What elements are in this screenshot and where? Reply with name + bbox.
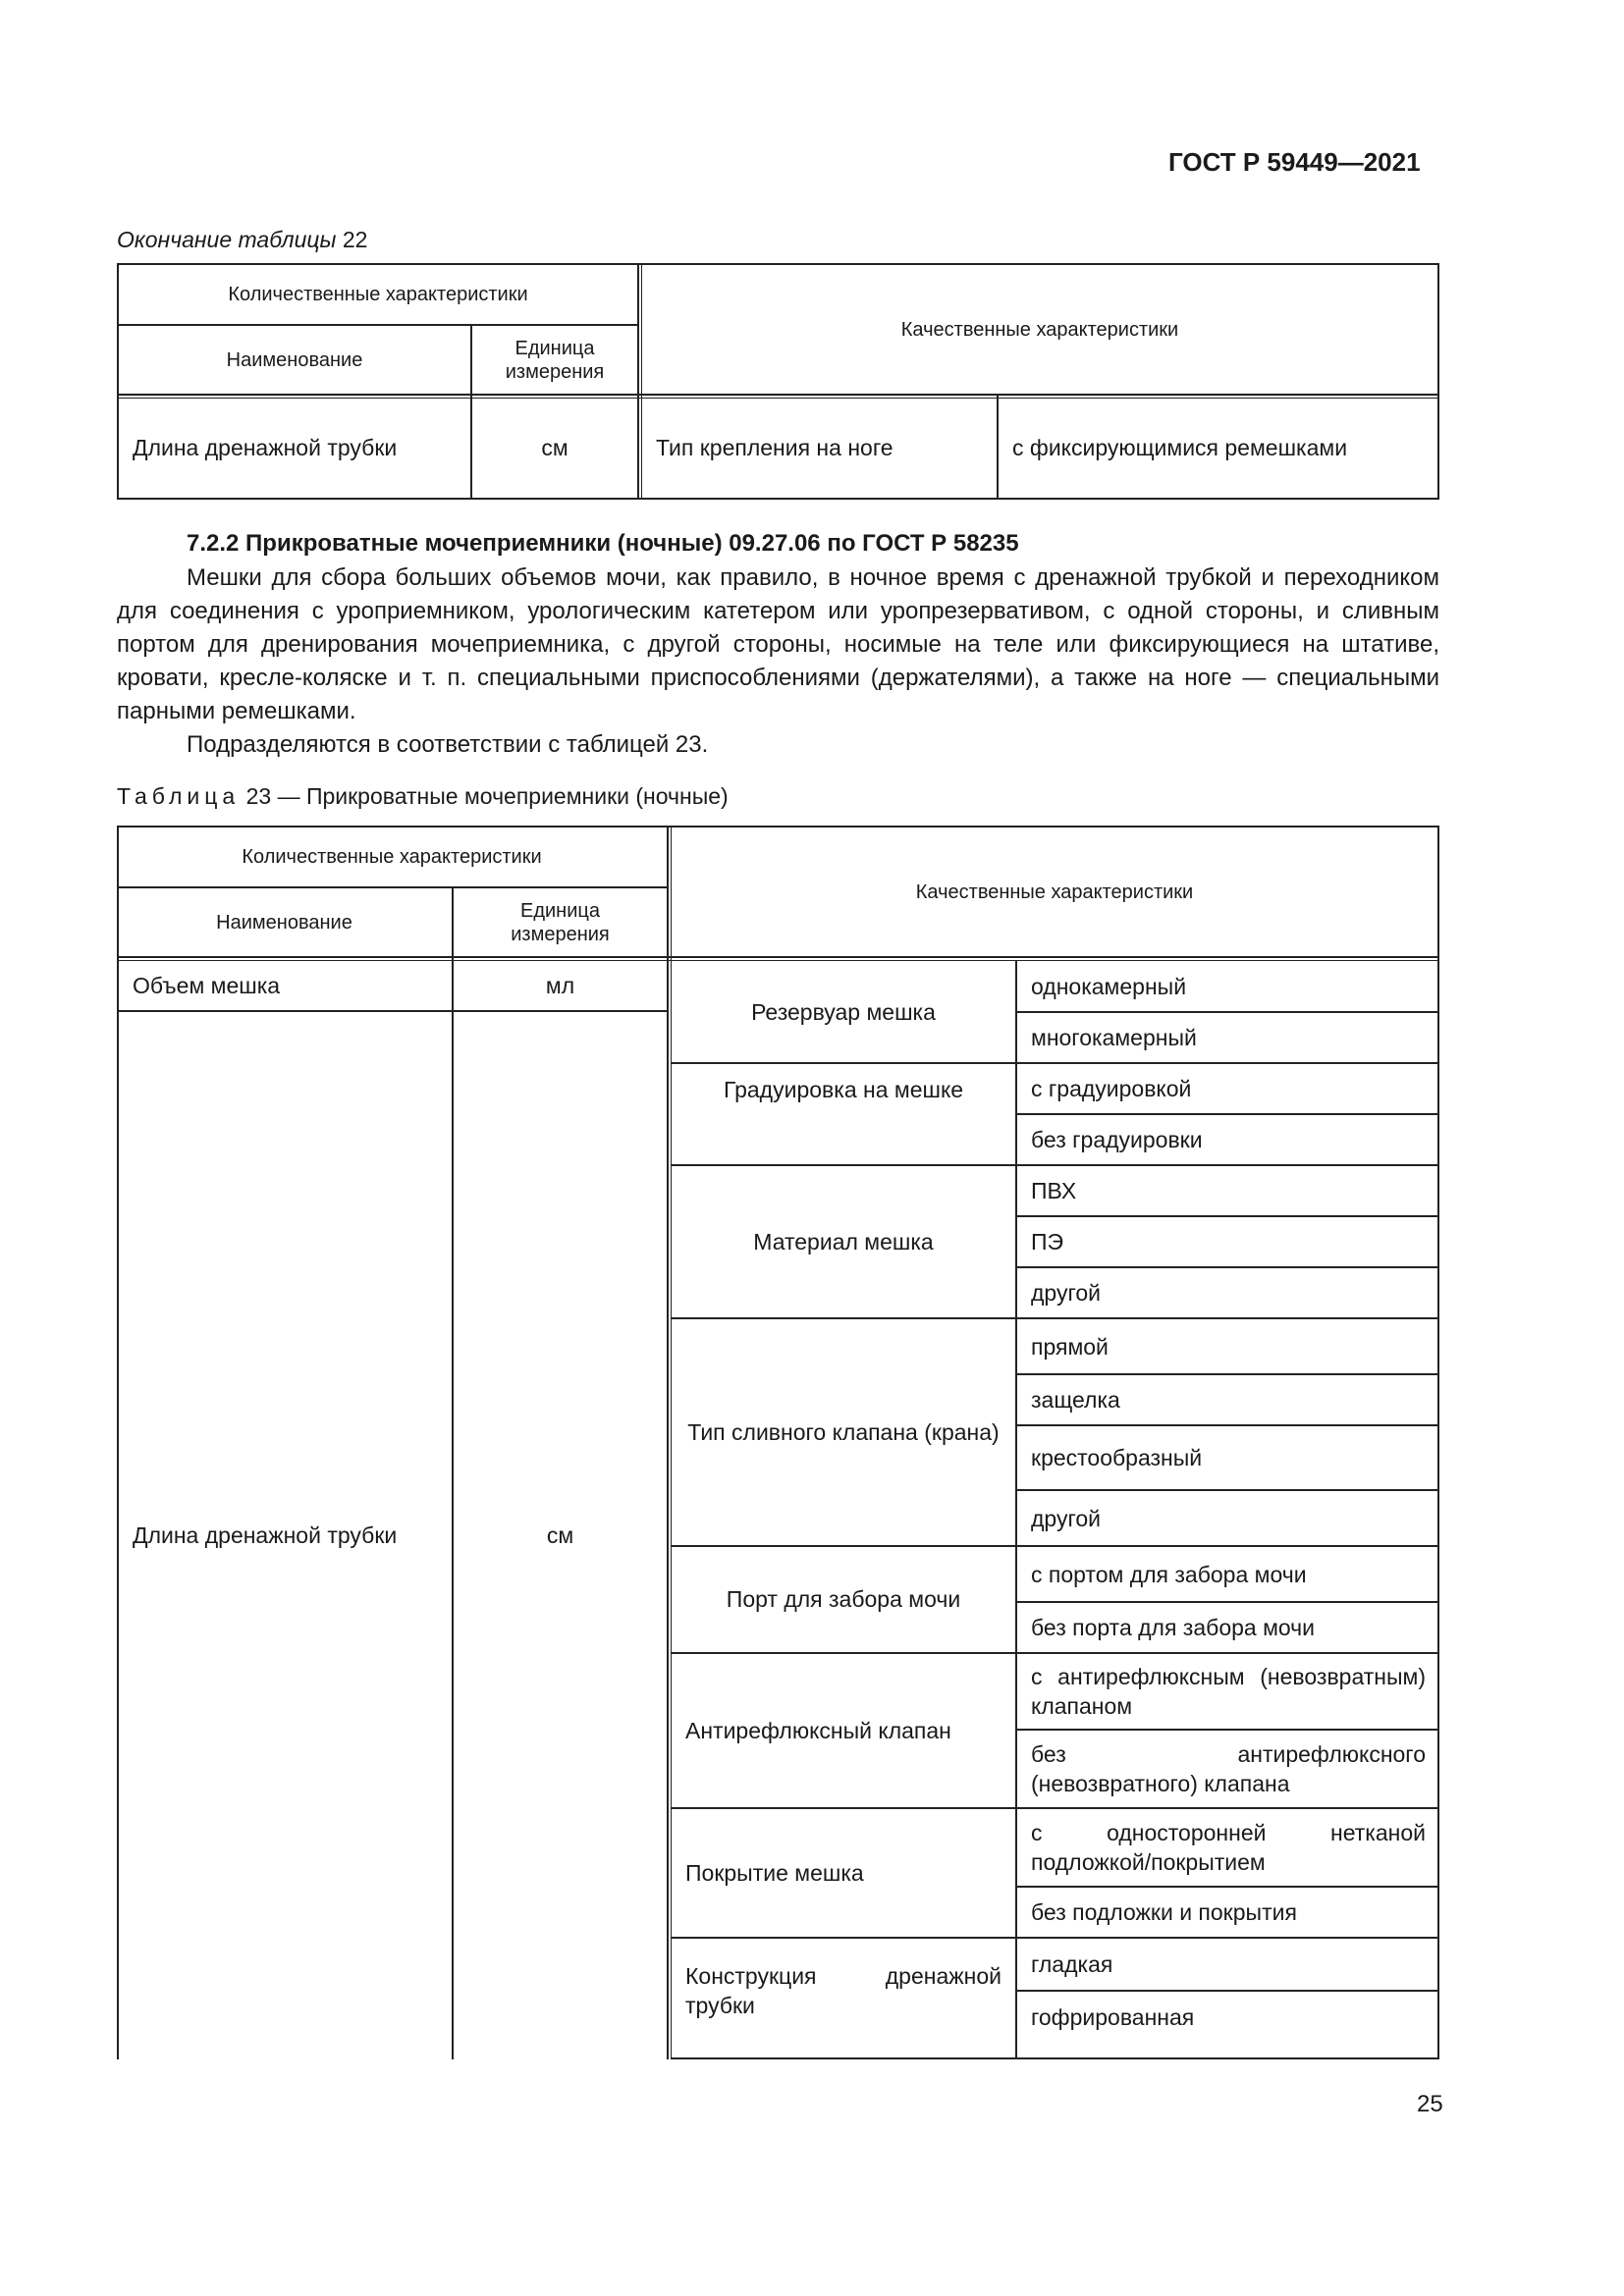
qual-value: однокамерный <box>1031 974 1187 999</box>
row-name: Длина дренажной трубки <box>133 435 398 460</box>
quant-row-1-unit: мл <box>545 972 575 998</box>
qual-value: ПЭ <box>1031 1229 1064 1255</box>
qual-group-name: Градуировка на мешке <box>723 1077 964 1102</box>
row-unit: см <box>541 435 568 460</box>
page-number: 25 <box>1417 2091 1443 2117</box>
qual-group-name: Тип сливного клапана (крана) <box>687 1418 1000 1445</box>
qual-value: гладкая <box>1031 1951 1113 1977</box>
quant-row-2-unit: см <box>546 1522 574 1548</box>
paragraph-2: Подразделяются в соответствии с таблицей 23. <box>187 731 709 758</box>
row-qual-value: с фиксирующимися ремешками <box>1012 435 1348 460</box>
table-23 <box>117 826 1439 2059</box>
qual-value: с антирефлюксным (невозвратным) клапаном <box>1031 1664 1426 1719</box>
qual-value: ПВХ <box>1031 1178 1077 1203</box>
table23-title: — Прикроватные мочеприемники (ночные) <box>277 783 729 809</box>
qual-value: многокамерный <box>1031 1025 1197 1050</box>
quant-row-1-name: Объем мешка <box>133 972 281 998</box>
qual-value: с односторонней нетканой подложкой/покрытием <box>1031 1820 1426 1875</box>
row-qual-name: Тип крепления на ноге <box>656 435 893 460</box>
qual-value: защелка <box>1031 1387 1120 1413</box>
qual-value: с градуировкой <box>1031 1076 1192 1101</box>
qual-header: Качественные характеристики <box>900 318 1179 341</box>
t23-name-header: Наименование <box>216 911 352 934</box>
quant-header: Количественные характеристики <box>228 284 528 305</box>
qual-value: без подложки и покрытия <box>1031 1899 1297 1925</box>
qual-group-name: Антирефлюксный клапан <box>685 1717 951 1743</box>
paragraph-1: Мешки для сбора больших объемов мочи, как правило, в ночное время с дренажной трубкой и переходником для соединения с уроприемником, урологическим катетером или уропрезервативом, с одной стороны, и сливным портом для дренирования мочеприемника, с другой стороны, носимые на теле или фиксирующиеся на штативе, кровати, кресле-коляске и т. п. специальными приспособлениями (держателями), а также на ноге — специальными парными ремешками. <box>117 564 1439 724</box>
unit-header: Единица измерения <box>505 337 605 383</box>
qual-value: без порта для забора мочи <box>1031 1615 1316 1640</box>
qual-value: гофрированная <box>1031 2003 1195 2030</box>
qual-value: крестообразный <box>1031 1445 1203 1470</box>
table-22 <box>117 263 1439 500</box>
table23-caption <box>117 783 729 810</box>
t23-quant-header: Количественные характеристики <box>242 846 542 868</box>
qual-group-name: Конструкция дренажной трубки <box>685 1962 1001 2018</box>
t23-qual-header: Качественные характеристики <box>915 881 1194 903</box>
t23-unit-header: Единица измерения <box>511 899 610 945</box>
qual-group-name: Материал мешка <box>753 1228 934 1255</box>
qual-value: без антирефлюксного (невозвратного) клапана <box>1031 1741 1426 1796</box>
qual-value: другой <box>1031 1280 1101 1306</box>
qual-value: прямой <box>1031 1333 1109 1360</box>
section-title: 7.2.2 Прикроватные мочеприемники (ночные) 09.27.06 по ГОСТ Р 58235 <box>187 530 1019 557</box>
qual-value: другой <box>1031 1505 1101 1531</box>
qual-group-name: Резервуар мешка <box>751 998 936 1025</box>
table23-number: 23 <box>245 783 272 809</box>
name-header: Наименование <box>226 348 363 371</box>
qual-value: с портом для забора мочи <box>1031 1561 1307 1587</box>
table23-label: Таблица <box>117 783 241 809</box>
table22-caption <box>117 227 367 253</box>
section-body <box>117 561 1439 762</box>
document-code: ГОСТ Р 59449—2021 <box>1168 147 1421 177</box>
table22-caption-text: Окончание таблицы <box>117 227 337 252</box>
qual-group-name: Порт для забора мочи <box>726 1586 961 1612</box>
quant-row-2-name: Длина дренажной трубки <box>133 1522 398 1548</box>
qual-group-name: Покрытие мешка <box>685 1859 864 1886</box>
table22-caption-number: 22 <box>342 227 368 252</box>
qual-value: без градуировки <box>1031 1127 1203 1152</box>
